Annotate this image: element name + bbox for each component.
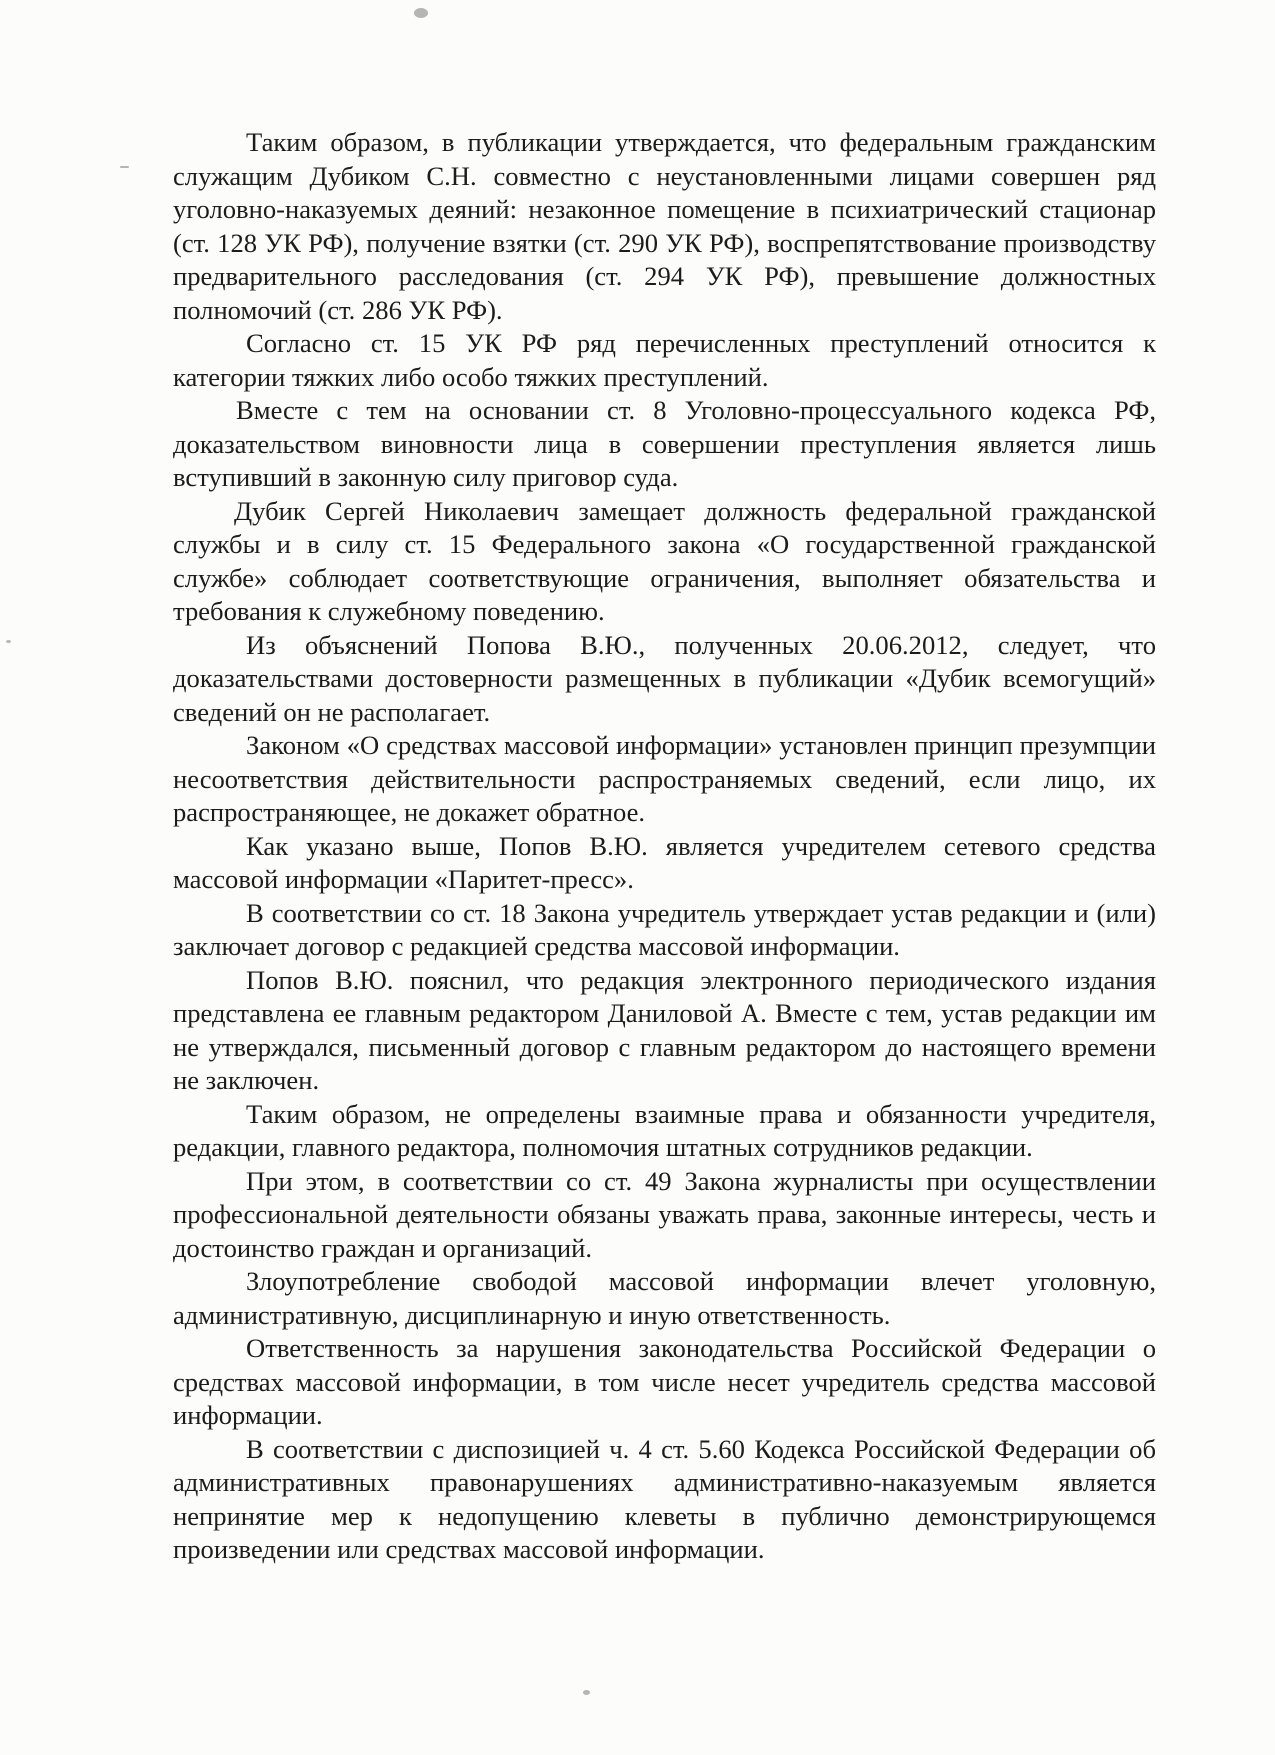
scan-speck: [583, 1690, 590, 1695]
scan-speck: [120, 166, 129, 168]
paragraph-editorial-office: Попов В.Ю. пояснил, что редакция электронного периодического издания представлена ее главным редактором Даниловой А. Вместе с тем, устав редакции им не утверждался, письменный договор с главным редактором до настоящего времени не заключен.: [173, 964, 1156, 1095]
paragraph-article-18: В соответствии со ст. 18 Закона учредитель утверждает устав редакции и (или) заключает договор с редакцией средства массовой информации.: [173, 897, 1156, 961]
paragraph-founder: Как указано выше, Попов В.Ю. является учредителем сетевого средства массовой информации «Паритет-пресс».: [173, 830, 1156, 894]
paragraph-proof-of-guilt: Вместе с тем на основании ст. 8 Уголовно-процессуального кодекса РФ, доказательством виновности лица в совершении преступления является лишь вступивший в законную силу приговор суда.: [173, 395, 1156, 492]
paragraph-publication-claims: Таким образом, в публикации утверждается, что федеральным гражданским служащим Дубиком С.Н. совместно с неустановленными лицами совершен ряд уголовно-наказуемых деяний: незаконное помещение в психиатрический стационар (ст. 128 УК РФ), получение взятки (ст. 290 УК РФ), воспрепятствование производству предварительного расследования (ст. 294 УК РФ), превышение должностных полномочий (ст. 286 УК РФ).: [173, 127, 1156, 325]
paragraph-undefined-rights: Таким образом, не определены взаимные права и обязанности учредителя, редакции, главного редактора, полномочия штатных сотрудников редакции.: [173, 1098, 1156, 1162]
paragraph-mass-media-law: Законом «О средствах массовой информации» установлен принцип презумпции несоответствия действительности распространяемых сведений, если лицо, их распространяющее, не докажет обратное.: [173, 730, 1156, 827]
paragraph-civil-service: Дубик Сергей Николаевич замещает должность федеральной гражданской службы и в силу ст. 15 Федерального закона «О государственной гражданской службе» соблюдает соответствующие ограничения, выполняет обязательства и требования к служебному поведению.: [173, 495, 1156, 626]
scan-speck: [6, 640, 11, 643]
paragraph-founder-liability: Ответственность за нарушения законодательства Российской Федерации о средствах массовой информации, в том числе несет учредитель средства массовой информации.: [173, 1333, 1156, 1430]
paragraph-crime-category: Согласно ст. 15 УК РФ ряд перечисленных преступлений относится к категории тяжких либо особо тяжких преступлений.: [173, 328, 1156, 392]
scan-speck: [414, 8, 428, 18]
document-body: [173, 126, 1156, 1567]
paragraph-popov-explanations: Из объяснений Попова В.Ю., полученных 20.06.2012, следует, что доказательствами достоверности размещенных в публикации «Дубик всемогущий» сведений он не располагает.: [173, 629, 1156, 727]
paragraph-article-49: При этом, в соответствии со ст. 49 Закона журналисты при осуществлении профессиональной деятельности обязаны уважать права, законные интересы, честь и достоинство граждан и организаций.: [173, 1165, 1156, 1263]
paragraph-article-5-60: В соответствии с диспозицией ч. 4 ст. 5.60 Кодекса Российской Федерации об административных правонарушениях административно-наказуемым является непринятие мер к недопущению клеветы в публично демонстрирующемся произведении или средствах массовой информации.: [173, 1433, 1156, 1564]
paragraph-abuse-of-freedom: Злоупотребление свободой массовой информации влечет уголовную, административную, дисциплинарную и иную ответственность.: [173, 1266, 1156, 1330]
